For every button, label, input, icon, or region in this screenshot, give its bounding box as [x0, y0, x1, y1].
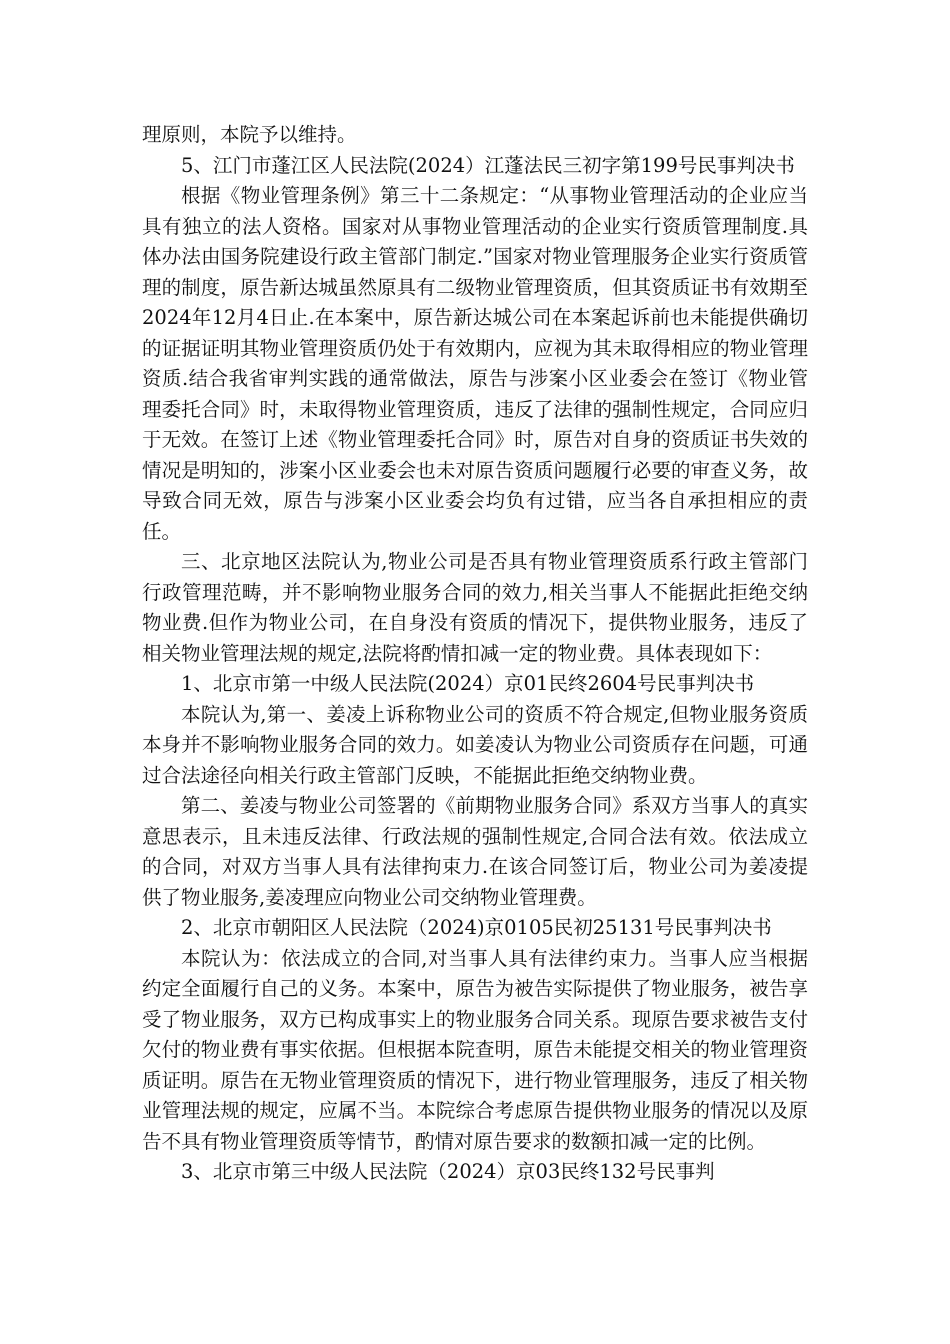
paragraph-chaoyang-reasoning: 本院认为：依法成立的合同,对当事人具有法律约束力。当事人应当根据约定全面履行自己的义务。本案中，原告为被告实际提供了物业服务，被告享受了物业服务，双方已构成事实上的物业服务合同关系。现原告要求被告支付欠付的物业费有事实依据。但根据本院查明，原告未能提交相关的物业管理资质证明。原告在无物业管理资质的情况下，进行物业管理服务，违反了相关物业管理法规的规定，应属不当。本院综合考虑原告提供物业服务的情况以及原告不具有物业管理资质等情节，酌情对原告要求的数额扣减一定的比例。	[142, 946, 808, 1153]
document-body	[142, 120, 808, 1188]
case-heading-chaoyang: 2、北京市朝阳区人民法院（2024)京0105民初25131号民事判决书	[181, 916, 772, 939]
case-heading-beijing-first-intermediate: 1、北京市第一中级人民法院(2024）京01民终2604号民事判决书	[181, 672, 755, 695]
case-heading-jiangmen: 5、江门市蓬江区人民法院(2024）江蓬法民三初字第199号民事判决书	[181, 153, 795, 177]
paragraph-beijing-second-point: 第二、姜凌与物业公司签署的《前期物业服务合同》系双方当事人的真实意思表示，且未违反法律、行政法规的强制性规定,合同合法有效。依法成立的合同，对双方当事人具有法律拘束力.在该合同签订后，物业公司为姜凌提供了物业服务,姜凌理应向物业公司交纳物业管理费。	[142, 794, 808, 909]
paragraph-beijing-first-point: 本院认为,第一、姜凌上诉称物业公司的资质不符合规定,但物业服务资质本身并不影响物业服务合同的效力。如姜凌认为物业公司资质存在问题，可通过合法途径向相关行政主管部门反映，不能据此拒绝交纳物业费。	[142, 702, 808, 787]
paragraph-jiangmen-reasoning: 根据《物业管理条例》第三十二条规定：“从事物业管理活动的企业应当具有独立的法人资格。国家对从事物业管理活动的企业实行资质管理制度.具体办法由国务院建设行政主管部门制定.”国家对物业管理服务企业实行资质管理的制度，原告新达城虽然原具有二级物业管理资质，但其资质证书有效期至2024年12月4日止.在本案中，原告新达城公司在本案起诉前也未能提供确切的证据证明其物业管理资质仍处于有效期内，应视为其未取得相应的物业管理资质.结合我省审判实践的通常做法，原告与涉案小区业委会在签订《物业管理委托合同》时，未取得物业管理资质，违反了法律的强制性规定，合同应归于无效。在签订上述《物业管理委托合同》时，原告对自身的资质证书失效的情况是明知的，涉案小区业委会也未对原告资质问题履行必要的审查义务，故导致合同无效，原告与涉案小区业委会均负有过错，应当各自承担相应的责任。	[142, 184, 808, 543]
paragraph-principle-upheld: 理原则，本院予以维持。	[142, 123, 357, 146]
case-heading-beijing-third-intermediate: 3、北京市第三中级人民法院（2024）京03民终132号民事判	[181, 1160, 715, 1183]
section-heading-beijing: 三、北京地区法院认为,物业公司是否具有物业管理资质系行政主管部门行政管理范畴，并不影响物业服务合同的效力,相关当事人不能据此拒绝交纳物业费.但作为物业公司，在自身没有资质的情况下，提供物业服务，违反了相关物业管理法规的规定,法院将酌情扣减一定的物业费。具体表现如下：	[142, 550, 808, 665]
